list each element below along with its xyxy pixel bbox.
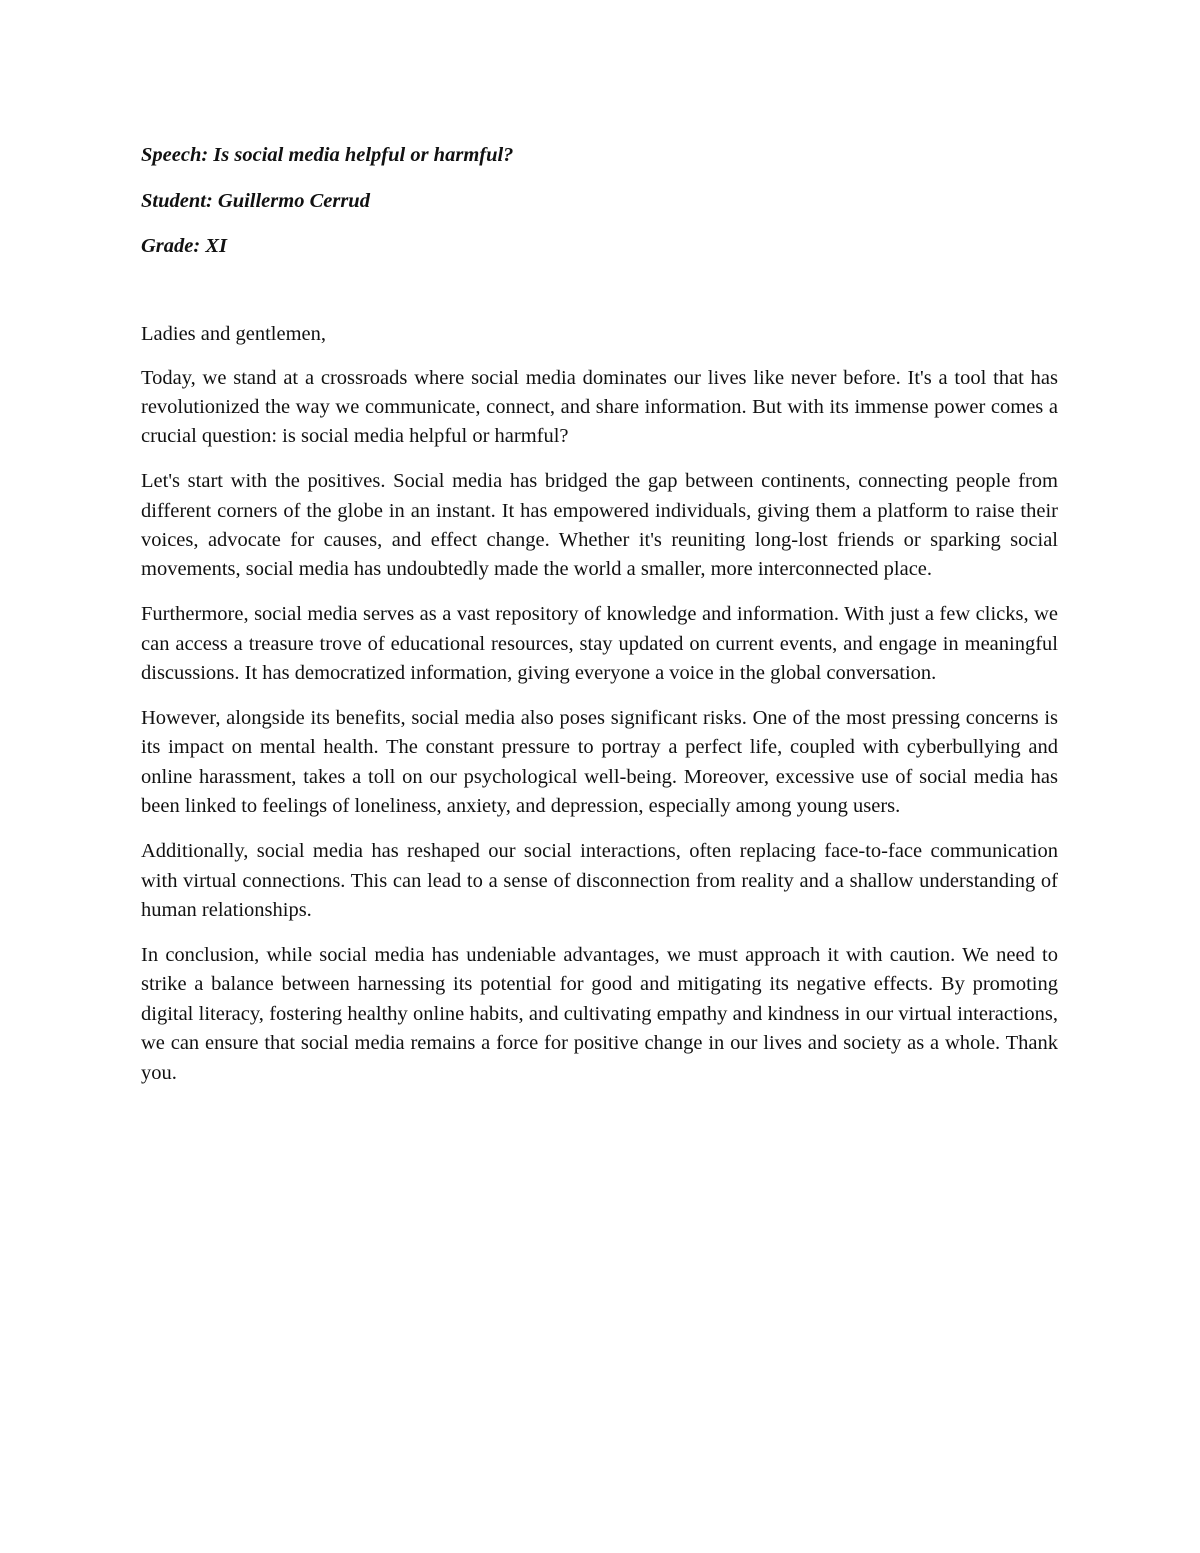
paragraph-interactions: Additionally, social media has reshaped our social interactions, often replacing face-to-face communication with virtual connections. This can lead to a sense of disconnection from reality and a shallow understanding of human relationships. (141, 840, 1058, 921)
paragraph-introduction: Today, we stand at a crossroads where social media dominates our lives like never before. It's a tool that has revolutionized the way we communicate, connect, and share information. But with its immense power comes a crucial question: is social media helpful or harmful? (141, 366, 1058, 448)
paragraph-conclusion: In conclusion, while social media has undeniable advantages, we must approach it with caution. We need to strike a balance between harnessing its potential for good and mitigating its negative effects. By promoting digital literacy, fostering healthy online habits, and cultivating empathy and kindness in our virtual interactions, we can ensure that social media remains a force for positive change in our lives and society as a whole. Thank you. (141, 943, 1058, 1084)
paragraph-knowledge: Furthermore, social media serves as a vast repository of knowledge and information. With just a few clicks, we can access a treasure trove of educational resources, stay updated on current events, and engage in meaningful discussions. It has democratized information, giving everyone a voice in the global conversation. (141, 603, 1058, 685)
speech-title: Speech: Is social media helpful or harmful? (141, 144, 514, 166)
document-content (141, 140, 1058, 1103)
greeting: Ladies and gentlemen, (141, 323, 327, 345)
paragraph-risks: However, alongside its benefits, social media also poses significant risks. One of the most pressing concerns is its impact on mental health. The constant pressure to portray a perfect life, coupled with cyberbullying and online harassment, takes a toll on our psychological well-being. Moreover, excessive use of social media has been linked to feelings of loneliness, anxiety, and depression, especially among young users. (141, 707, 1058, 818)
grade-line: Grade: XI (141, 235, 227, 257)
paragraph-positives: Let's start with the positives. Social media has bridged the gap between continents, connecting people from different corners of the globe in an instant. It has empowered individuals, giving them a platform to raise their voices, advocate for causes, and effect change. Whether it's reuniting long-lost friends or sparking social movements, social media has undoubtedly made the world a smaller, more interconnected place. (141, 470, 1058, 581)
student-name: Student: Guillermo Cerrud (141, 189, 370, 212)
